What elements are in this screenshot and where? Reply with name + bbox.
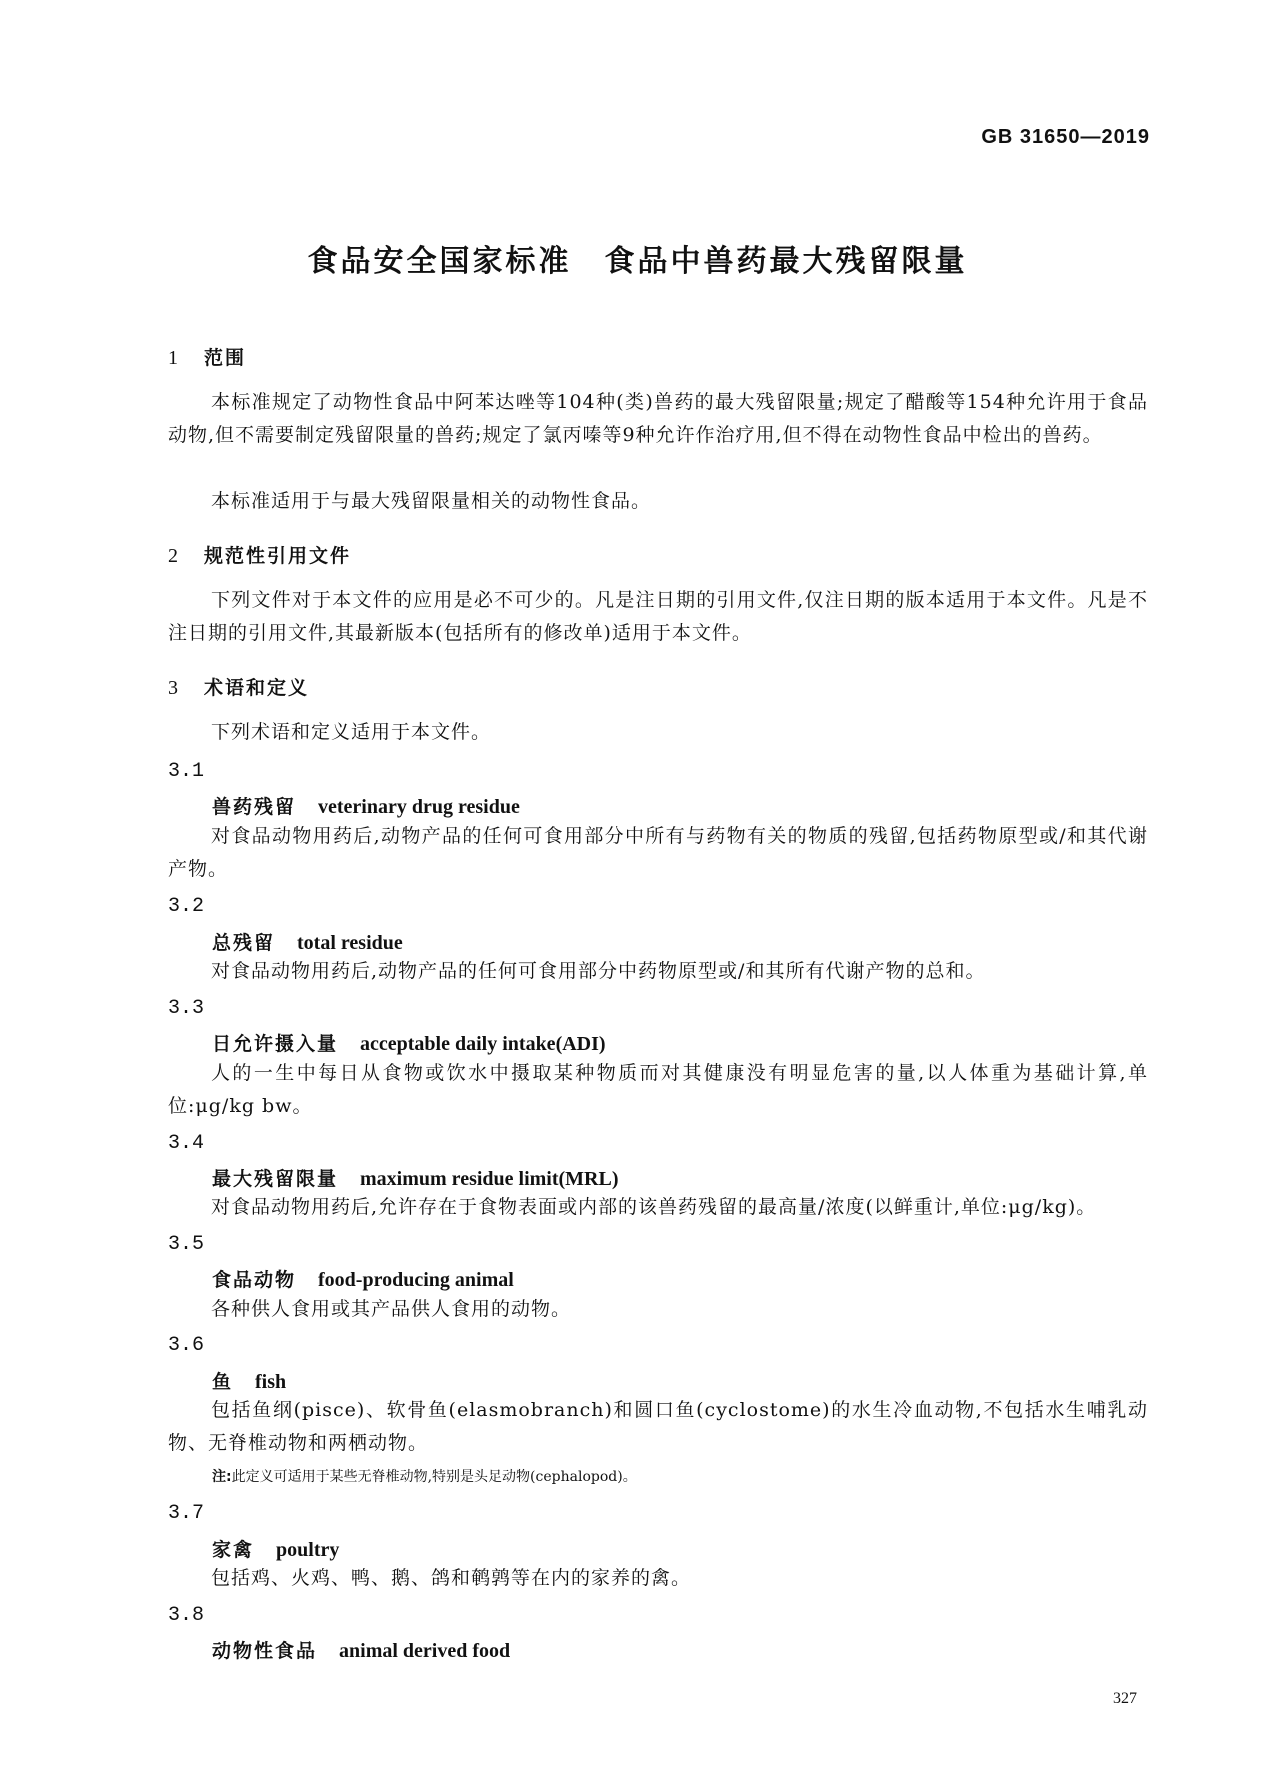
term-number: 3.5 [168, 1233, 205, 1256]
section-title: 范围 [204, 347, 247, 369]
term-zh: 食品动物 [212, 1269, 297, 1291]
term-en: acceptable daily intake(ADI) [360, 1033, 606, 1055]
term-en: animal derived food [339, 1640, 511, 1662]
term-heading [212, 792, 520, 819]
term-heading [212, 1164, 619, 1191]
page-number: 327 [1113, 1690, 1137, 1707]
term-number: 3.6 [168, 1334, 205, 1357]
term-definition: 人的一生中每日从食物或饮水中摄取某种物质而对其健康没有明显危害的量,以人体重为基础计算,单位:μg/kg bw。 [168, 1062, 1148, 1117]
term-definition: 对食品动物用药后,允许存在于食物表面或内部的该兽药残留的最高量/浓度(以鲜重计,单位:μg/kg)。 [211, 1196, 1097, 1218]
section-1-heading [168, 343, 246, 370]
section-number: 3 [168, 677, 180, 699]
term-heading [212, 1029, 606, 1056]
term-en: veterinary drug residue [318, 796, 520, 818]
term-number: 3.3 [168, 997, 205, 1020]
term-en: maximum residue limit(MRL) [360, 1168, 619, 1190]
term-definition: 包括鱼纲(pisce)、软骨鱼(elasmobranch)和圆口鱼(cyclostome)的水生冷血动物,不包括水生哺乳动物、无脊椎动物和两栖动物。 [168, 1399, 1148, 1454]
term-definition: 各种供人食用或其产品供人食用的动物。 [211, 1298, 572, 1320]
term-number: 3.2 [168, 895, 205, 918]
term-heading [212, 1265, 514, 1292]
term-heading [212, 928, 403, 955]
standard-number: GB 31650—2019 [981, 126, 1150, 148]
section-title: 规范性引用文件 [204, 545, 352, 567]
section-1-paragraph-2: 本标准适用于与最大残留限量相关的动物性食品。 [211, 490, 652, 512]
term-note [212, 1466, 637, 1486]
term-zh: 最大残留限量 [212, 1168, 339, 1190]
term-zh: 家禽 [212, 1539, 255, 1561]
term-en: food-producing animal [318, 1269, 514, 1291]
term-definition: 对食品动物用药后,动物产品的任何可食用部分中所有与药物有关的物质的残留,包括药物原型或/和其代谢产物。 [168, 825, 1148, 880]
section-2-heading [168, 541, 351, 568]
term-definition: 包括鸡、火鸡、鸭、鹅、鸽和鹌鹑等在内的家养的禽。 [211, 1567, 692, 1589]
term-zh: 总残留 [212, 932, 276, 954]
document-title: 食品安全国家标准 食品中兽药最大残留限量 [307, 244, 968, 279]
note-text: 此定义可适用于某些无脊椎动物,特别是头足动物(cephalopod)。 [231, 1469, 637, 1485]
section-3-heading [168, 673, 309, 700]
term-number: 3.8 [168, 1604, 205, 1627]
section-1-paragraph-1: 本标准规定了动物性食品中阿苯达唑等104种(类)兽药的最大残留限量;规定了醋酸等154种允许用于食品动物,但不需要制定残留限量的兽药;规定了氯丙嗪等9种允许作治疗用,但不得在动物性食品中检出的兽药。 [168, 391, 1148, 446]
term-en: total residue [297, 932, 403, 954]
term-number: 3.4 [168, 1132, 205, 1155]
section-3-paragraph-1: 下列术语和定义适用于本文件。 [211, 721, 492, 743]
term-heading [212, 1535, 339, 1562]
section-title: 术语和定义 [204, 677, 310, 699]
term-en: poultry [276, 1539, 340, 1561]
term-number: 3.7 [168, 1502, 205, 1525]
term-heading [212, 1367, 286, 1394]
section-2-paragraph-1: 下列文件对于本文件的应用是必不可少的。凡是注日期的引用文件,仅注日期的版本适用于本文件。凡是不注日期的引用文件,其最新版本(包括所有的修改单)适用于本文件。 [168, 589, 1148, 644]
term-en: fish [255, 1371, 287, 1393]
term-zh: 日允许摄入量 [212, 1033, 339, 1055]
term-zh: 动物性食品 [212, 1640, 318, 1662]
term-zh: 鱼 [212, 1371, 234, 1393]
term-zh: 兽药残留 [212, 796, 297, 818]
term-definition: 对食品动物用药后,动物产品的任何可食用部分中药物原型或/和其所有代谢产物的总和。 [211, 960, 986, 982]
note-label: 注: [212, 1469, 232, 1485]
term-number: 3.1 [168, 760, 205, 783]
term-heading [212, 1636, 510, 1663]
section-number: 2 [168, 545, 180, 567]
section-number: 1 [168, 347, 180, 369]
